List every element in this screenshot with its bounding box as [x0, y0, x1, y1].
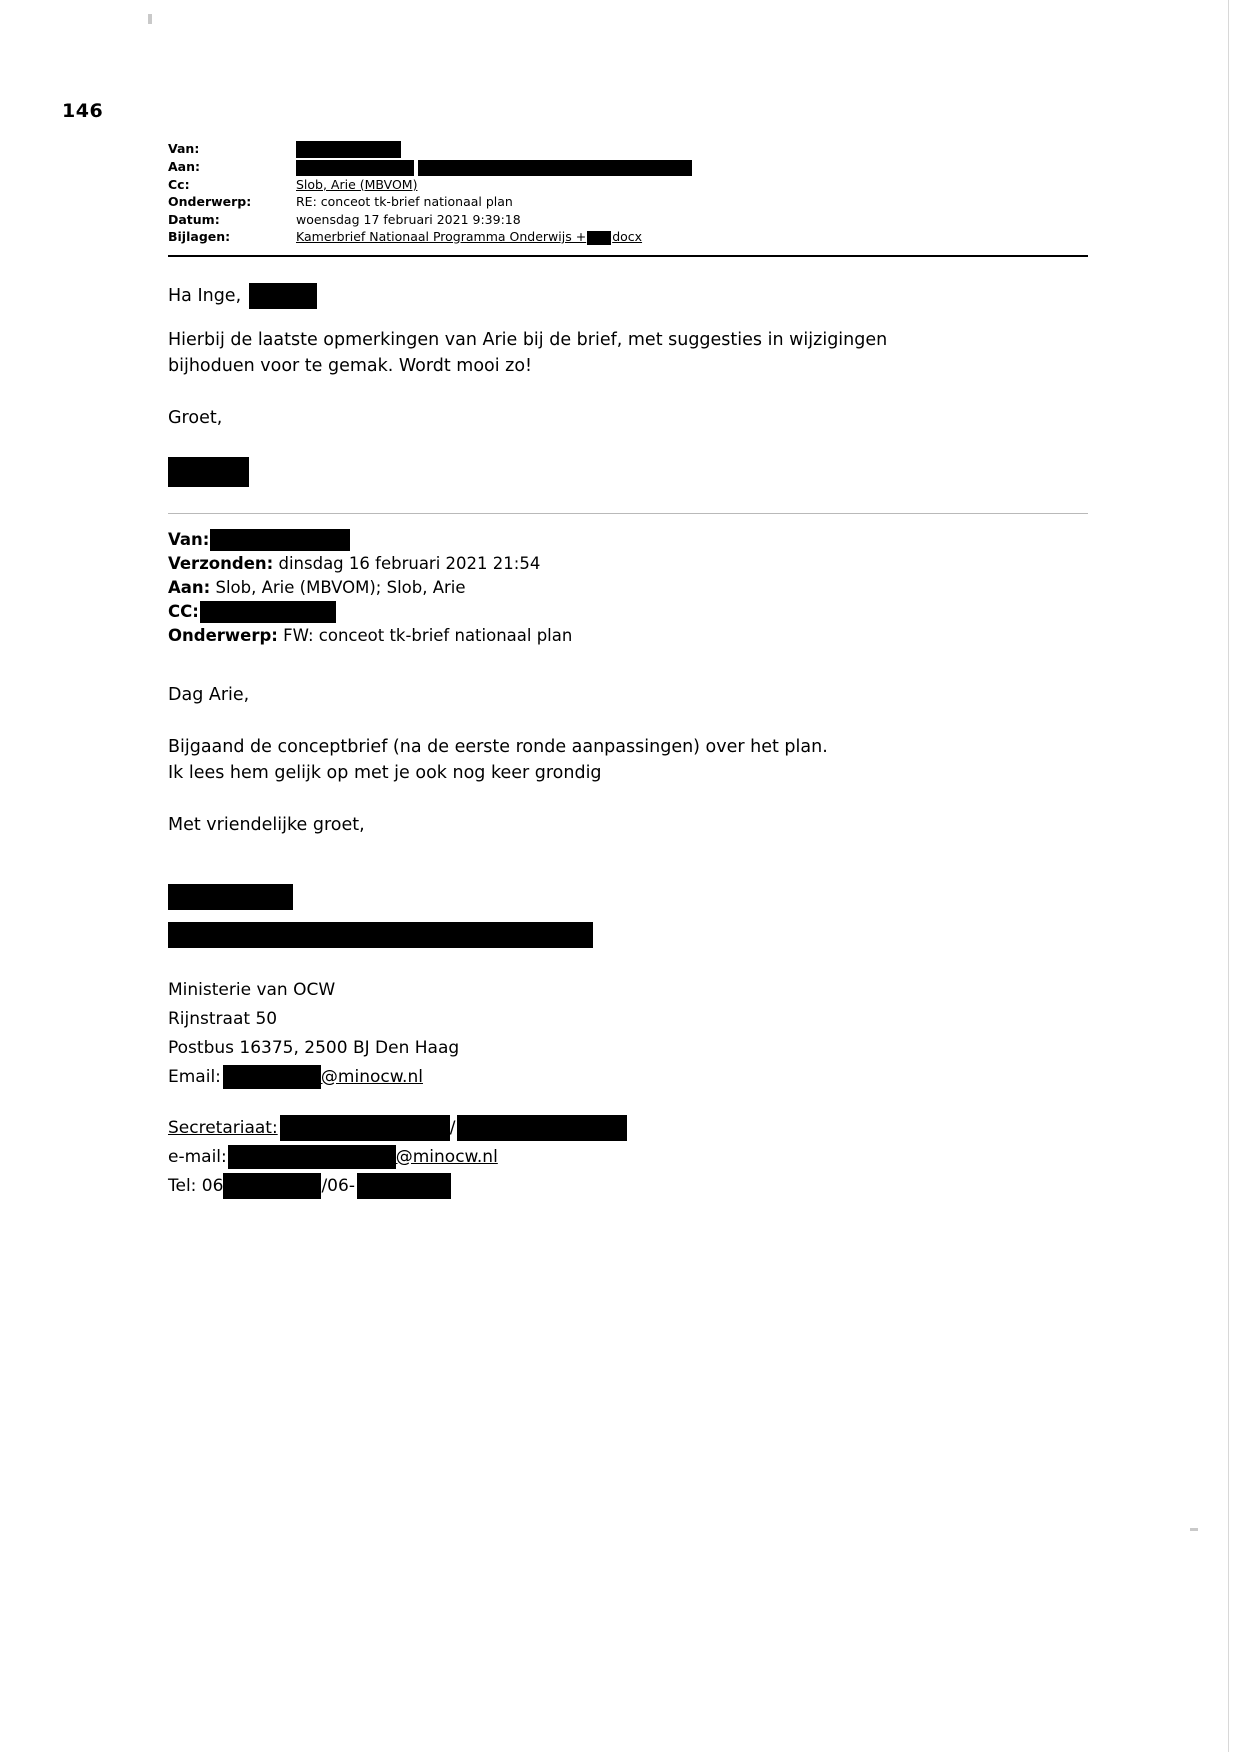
quoted-paragraph-line-2: Ik lees hem gelijk op met je ook nog keer grondig: [168, 762, 602, 783]
quoted-row-cc: [168, 600, 1088, 624]
quoted-label-aan: Aan:: [168, 577, 211, 597]
signature-email-domain[interactable]: @minocw.nl: [320, 1066, 423, 1087]
signature-email-row: [168, 1063, 1088, 1092]
redaction-bar: [357, 1173, 451, 1199]
header-row-cc: [168, 176, 1088, 194]
header-row-datum: [168, 211, 1088, 229]
redaction-bar: [200, 601, 336, 623]
redaction-bar: [168, 922, 593, 948]
header-row-onderwerp: [168, 193, 1088, 211]
attachment-link[interactable]: Kamerbrief Nationaal Programma Onderwijs +: [296, 229, 587, 244]
signature-org: Ministerie van OCW: [168, 979, 336, 1000]
quoted-greeting: Dag Arie,: [168, 684, 250, 705]
redaction-bar: [457, 1115, 627, 1141]
header-value-datum: woensdag 17 februari 2021 9:39:18: [296, 211, 521, 227]
document-content: [168, 140, 1088, 1201]
redaction-bar: [280, 1115, 450, 1141]
header-label-cc: Cc:: [168, 176, 190, 192]
signature-role-redaction: [168, 922, 1088, 952]
redaction-bar: [296, 160, 414, 176]
signature-postal: Postbus 16375, 2500 BJ Den Haag: [168, 1037, 460, 1058]
header-row-bijlagen: [168, 228, 1088, 246]
signature-block: [168, 884, 1088, 1201]
header-label-onderwerp: Onderwerp:: [168, 194, 252, 209]
quoted-row-verzonden: [168, 552, 1088, 576]
quoted-label-verzonden: Verzonden:: [168, 553, 274, 573]
signature-redaction-row: [168, 457, 1088, 491]
secretariat-label: Secretariaat:: [168, 1117, 278, 1138]
header-row-van: [168, 140, 1088, 158]
secretariat-email-domain[interactable]: @minocw.nl: [395, 1146, 498, 1167]
cc-recipient-link[interactable]: Slob, Arie (MBVOM): [296, 176, 418, 192]
signature-name-redaction: [168, 884, 1088, 914]
email-header-block: [168, 140, 1088, 246]
quoted-value-aan: Slob, Arie (MBVOM); Slob, Arie: [215, 577, 466, 597]
secretariat-email-row: [168, 1143, 1088, 1172]
quoted-value-onderwerp: FW: conceot tk-brief nationaal plan: [283, 625, 573, 645]
header-value-onderwerp: RE: conceot tk-brief nationaal plan: [296, 194, 513, 209]
redaction-bar: [418, 160, 692, 176]
header-label-bijlagen: Bijlagen:: [168, 229, 231, 244]
quoted-paragraph-line-1: Bijgaand de conceptbrief (na de eerste ronde aanpassingen) over het plan.: [168, 736, 828, 757]
header-label-aan: Aan:: [168, 159, 201, 174]
quoted-row-onderwerp: [168, 624, 1088, 648]
secretariat-email-label: e-mail:: [168, 1146, 227, 1167]
signature-street: Rijnstraat 50: [168, 1008, 278, 1029]
redaction-bar: [168, 457, 249, 487]
message-closing: Groet,: [168, 407, 223, 428]
message-greeting: Ha Inge,: [168, 285, 242, 306]
quoted-message-body: [168, 682, 1088, 838]
phone-separator: /06-: [321, 1175, 355, 1196]
header-value-bijlagen: [296, 228, 1088, 246]
quoted-closing: Met vriendelijke groet,: [168, 814, 365, 835]
redaction-bar: [249, 283, 317, 309]
redaction-bar: [587, 231, 611, 245]
quoted-row-aan: [168, 576, 1088, 600]
header-value-cc: [296, 176, 1088, 194]
secretariat-phone-row: [168, 1172, 1088, 1201]
header-label-van: Van:: [168, 141, 200, 156]
redaction-bar: [223, 1173, 321, 1199]
header-value-aan: [296, 158, 1088, 176]
quoted-row-van: [168, 528, 1088, 552]
attachment-extension[interactable]: docx: [612, 229, 643, 244]
header-row-aan: [168, 158, 1088, 176]
redaction-bar: [296, 141, 401, 158]
header-label-datum: Datum:: [168, 211, 220, 227]
quoted-label-onderwerp: Onderwerp:: [168, 625, 278, 645]
header-value-van: [296, 140, 1088, 158]
signature-secretariat: [168, 1114, 1088, 1201]
page-number: 146: [62, 100, 104, 122]
phone-label: Tel: 06: [168, 1175, 224, 1196]
quoted-email-header: [168, 528, 1088, 648]
redaction-bar: [223, 1065, 321, 1089]
message-paragraph-line-2: bijhoduen voor te gemak. Wordt mooi zo!: [168, 355, 533, 376]
quoted-label-van: Van:: [168, 529, 210, 549]
quoted-label-cc: CC:: [168, 601, 199, 621]
scan-speck: [1190, 1528, 1198, 1531]
secretariat-row: [168, 1114, 1088, 1143]
scan-speck: [148, 14, 152, 24]
scan-edge-line: [1228, 0, 1229, 1752]
quoted-value-verzonden: dinsdag 16 februari 2021 21:54: [278, 553, 541, 573]
redaction-bar: [210, 529, 350, 551]
signature-email-label: Email:: [168, 1066, 221, 1087]
redaction-bar: [228, 1145, 396, 1169]
signature-address: [168, 976, 1088, 1092]
message-paragraph-line-1: Hierbij de laatste opmerkingen van Arie bij de brief, met suggesties in wijzigingen: [168, 329, 888, 350]
secretariat-separator: /: [449, 1117, 456, 1138]
message-greeting-row: [168, 283, 1088, 309]
message-body: [168, 283, 1088, 491]
redaction-bar: [168, 884, 293, 910]
